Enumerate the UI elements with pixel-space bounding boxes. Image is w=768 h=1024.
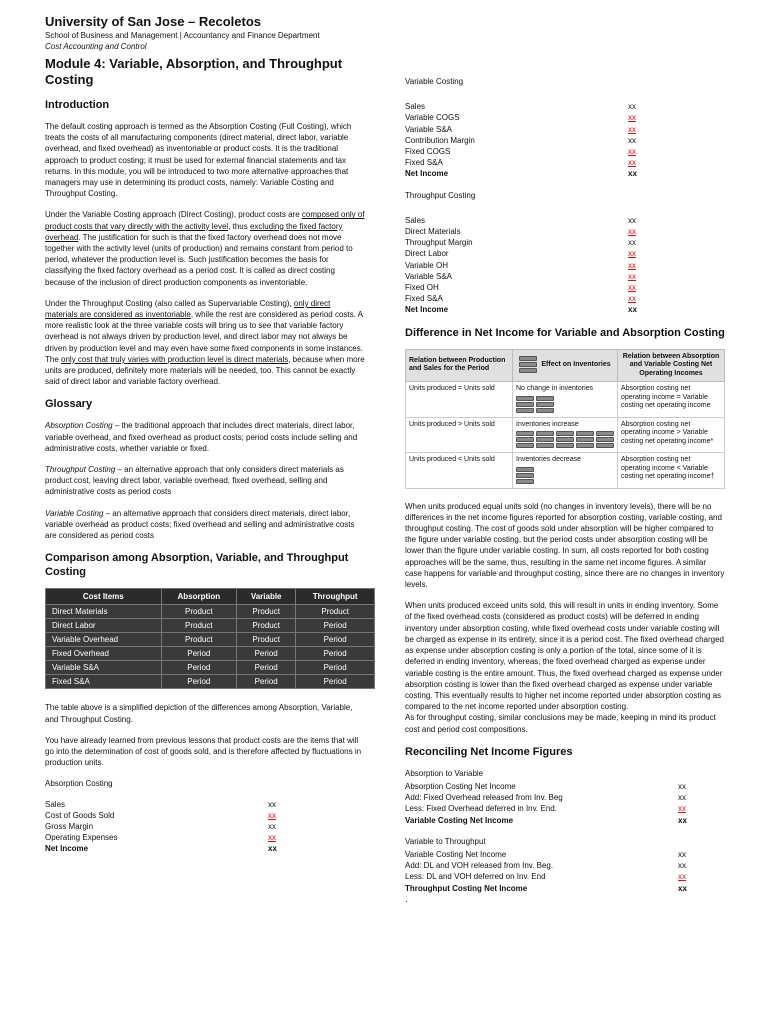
statement-row <box>405 248 640 259</box>
statement-value: xx <box>628 305 637 315</box>
comparison-note: The table above is a simplified depiction of the differences among Absorption, Variable, and Throughput Costing. <box>45 703 353 724</box>
statement-label: Fixed S&A <box>405 158 443 168</box>
classification-cell: Period <box>237 661 296 675</box>
statement-label: Direct Labor <box>405 249 449 259</box>
statement-row <box>405 124 640 135</box>
table-cell <box>618 453 725 489</box>
difference-table <box>405 349 725 489</box>
statement-row <box>405 282 640 293</box>
classification-cell: Product <box>161 633 236 647</box>
table-cell <box>513 453 618 489</box>
inventory-stack-icon <box>516 396 534 414</box>
statement-label: Contribution Margin <box>405 135 475 145</box>
glossary-definition: – an alternative approach that considers direct materials, direct labor, variable overhead as product costs; fixed overhead and selling and administrative costs are considered as period costs <box>45 508 355 541</box>
statement-row <box>405 860 690 871</box>
inventory-stack-icon <box>536 396 554 414</box>
right-column <box>405 76 725 905</box>
statement-label: Variable S&A <box>405 124 452 134</box>
statement-row <box>405 237 640 248</box>
underlined-text: excluding the fixed factory overhead <box>45 221 343 242</box>
statement-value: xx <box>678 781 686 791</box>
header-cell <box>516 356 614 374</box>
statement-value: xx <box>268 810 276 820</box>
module-title: Module 4: Variable, Absorption, and Throughput Costing <box>45 56 343 87</box>
inventory-stack-icon <box>516 467 534 485</box>
classification-cell: Product <box>237 605 296 619</box>
intro-paragraph-2 <box>45 209 365 287</box>
column-header-text: Relation between Production and Sales for the Period <box>409 356 506 373</box>
document-header <box>45 14 425 52</box>
glossary-definition: – the traditional approach that includes direct materials, direct labor, variable overhead, and fixed overhead as product costs; period costs include selling and administrative costs, whether variable or fixed. <box>45 421 358 453</box>
statement-label: Fixed COGS <box>405 147 451 157</box>
statement-value: xx <box>628 283 636 293</box>
statement-value: xx <box>628 169 637 179</box>
statement-row <box>45 843 280 854</box>
column-header: Absorption <box>161 589 236 605</box>
difference-paragraph-2: When units produced exceed units sold, this will result in units in ending inventory. Some of the fixed overhead costs (considered as product costs) will be deferred in ending inventory under absorption costing, while fixed overhead costs under variable costing will be charged as expense in its entirety, since it is a period cost. The fixed overhead charged as expense under absorption costing is only a portion of the total, since some of it is deferred in ending inventory, whereas, the fixed overhead charged as expense under variable costing is the entire amount. Thus, the fixed overhead charged as expense under absorption costing is lower than the fixed overhead charged as expense under variable costing. This eventually results to higher net income reported under absorption costing as compared to the net income reported under absorption costing. <box>405 601 724 712</box>
cost-item-cell: Variable Overhead <box>46 633 162 647</box>
glossary-definition: – an alternative approach that only considers direct materials as product cost, leaving direct labor, variable overhead, fixed overhead, selling and administrative costs as period costs <box>45 465 344 497</box>
inventory-stack-icon <box>516 431 534 449</box>
glossary-item <box>45 420 365 454</box>
statement-value: xx <box>628 238 636 248</box>
absorption-statement <box>45 799 280 855</box>
inventory-stack-icon <box>576 431 594 449</box>
statement-row <box>405 168 640 179</box>
text: . The justification for such is that the fixed factory overhead does not move together with the activity level (units of production) and remains constant from period to period, whatever the production level is. Such justification becomes the basis for classifying the fixed factory overhead as a period cost. It is called as direct costing because of the inclusion of direct production components as inventoriable. <box>45 232 353 287</box>
column-header <box>513 349 618 382</box>
column-header: Throughput <box>296 589 375 605</box>
cell-text: Absorption costing net operating income < Variable costing net operating income† <box>621 456 715 481</box>
statement-value: xx <box>628 135 636 145</box>
statement-label: Variable S&A <box>405 271 452 281</box>
statement-value: xx <box>678 815 687 825</box>
statement-value: xx <box>628 124 636 134</box>
statement-row <box>405 101 640 112</box>
table-row <box>406 417 725 453</box>
inventory-stack-icon <box>596 431 614 449</box>
table-row <box>46 675 375 689</box>
statement-label: Net Income <box>45 844 89 854</box>
statement-label: Sales <box>405 102 426 112</box>
statement-label: Variable OH <box>405 260 448 270</box>
table-row <box>46 661 375 675</box>
statement-value: xx <box>628 260 636 270</box>
statement-label: Add: DL and VOH released from Inv. Beg. <box>405 861 554 871</box>
classification-cell: Period <box>296 675 375 689</box>
classification-cell: Product <box>161 619 236 633</box>
statement-label: Sales <box>45 799 66 809</box>
underlined-text: composed only of product costs that vary directly with the activity level <box>45 210 365 231</box>
statement-row <box>45 821 280 832</box>
statement-label: Throughput Margin <box>405 238 473 248</box>
statement-row <box>405 871 690 882</box>
inventory-stack-icons <box>516 431 614 449</box>
glossary-item <box>45 508 365 542</box>
statement-row <box>405 849 690 860</box>
table-cell <box>406 382 513 418</box>
statement-label: Gross Margin <box>45 821 94 831</box>
cell-text: Inventories increase <box>516 420 579 428</box>
classification-cell: Period <box>296 661 375 675</box>
glossary-term: Absorption Costing <box>45 421 113 431</box>
statement-label: Fixed S&A <box>405 294 443 304</box>
cost-item-cell: Variable S&A <box>46 661 162 675</box>
classification-cell: Product <box>296 605 375 619</box>
classification-cell: Product <box>237 619 296 633</box>
statement-label: Variable COGS <box>405 113 460 123</box>
text: Under the Throughput Costing (also called as Supervariable Costing), <box>45 298 294 308</box>
cost-item-cell: Direct Materials <box>46 605 162 619</box>
statement-label: Less: DL and VOH deferred on Inv. End <box>405 872 546 882</box>
cell-text: Inventories decrease <box>516 456 581 464</box>
statement-value: xx <box>628 113 636 123</box>
statement-row <box>405 260 640 271</box>
course-line: Cost Accounting and Control <box>45 42 147 51</box>
classification-cell: Period <box>296 647 375 661</box>
table-row <box>46 647 375 661</box>
left-column <box>45 56 365 865</box>
statement-value: xx <box>268 833 276 843</box>
table-cell <box>618 417 725 453</box>
throughput-statement-title: Throughput Costing <box>405 190 476 200</box>
statement-label: Variable Costing Net Income <box>405 849 507 859</box>
difference-heading: Difference in Net Income for Variable and Absorption Costing <box>405 326 725 339</box>
statement-value: xx <box>268 799 276 809</box>
cell-text: Absorption costing net operating income = Variable costing net operating income <box>621 385 711 410</box>
statement-value: xx <box>268 844 277 854</box>
statement-value: xx <box>678 849 686 859</box>
statement-value: xx <box>628 102 636 112</box>
cell-text: Absorption costing net operating income > Variable costing net operating income* <box>621 420 714 445</box>
statement-value: xx <box>628 249 636 259</box>
statement-row <box>45 810 280 821</box>
text: , thus <box>228 221 250 231</box>
inventory-stack-icon <box>556 431 574 449</box>
abs-to-var-reconciliation <box>405 781 690 826</box>
classification-cell: Product <box>161 605 236 619</box>
statement-row <box>405 215 640 226</box>
cell-text: Units produced > Units sold <box>409 420 495 428</box>
table-cell <box>513 382 618 418</box>
variable-statement <box>405 101 640 179</box>
table-cell <box>618 382 725 418</box>
statement-value: xx <box>628 147 636 157</box>
glossary-term: Variable Costing <box>45 508 104 518</box>
statement-label: Throughput Costing Net Income <box>405 883 528 893</box>
column-header <box>406 349 513 382</box>
underlined-text: only cost that truly varies with production level is direct materials <box>61 354 289 364</box>
statement-value: xx <box>268 821 276 831</box>
column-header-text: Effect on Inventories <box>541 361 611 369</box>
table-cell <box>406 417 513 453</box>
comparison-table-body <box>46 605 375 689</box>
statement-row <box>405 112 640 123</box>
intro-heading: Introduction <box>45 99 110 111</box>
cell-text: No change in inventories <box>516 385 594 393</box>
classification-cell: Period <box>296 633 375 647</box>
statement-label: Variable Costing Net Income <box>405 815 514 825</box>
classification-cell: Period <box>161 661 236 675</box>
column-header: Cost Items <box>46 589 162 605</box>
reconcile-heading: Reconciling Net Income Figures <box>405 745 573 758</box>
inventory-stack-icon <box>536 431 554 449</box>
statement-row <box>405 157 640 168</box>
cost-item-cell: Direct Labor <box>46 619 162 633</box>
statement-row <box>405 135 640 146</box>
statement-label: Direct Materials <box>405 227 461 237</box>
glossary-heading: Glossary <box>45 398 93 411</box>
intro-paragraph-3 <box>45 298 365 388</box>
column-header-text: Relation between Absorption and Variable Costing Net Operating Incomes <box>622 352 720 377</box>
statement-value: xx <box>628 215 636 225</box>
statement-value: xx <box>678 861 686 871</box>
comparison-table <box>45 588 375 689</box>
statement-value: xx <box>678 793 686 803</box>
statement-value: xx <box>628 158 636 168</box>
statement-row <box>45 799 280 810</box>
statement-value: xx <box>628 294 636 304</box>
underlined-text: only direct materials are considered as inventoriable <box>45 298 331 320</box>
table-row <box>46 633 375 647</box>
intro-paragraph-1: The default costing approach is termed as the Absorption Costing (Full Costing), which treats the costs of all manufacturing components (direct material, direct labor, variable overhead, and fixed overhead) as inventoriable or product costs. It is the traditional approach to product costing; it must be used for external financial statements and tax returns. In this module, you will be introduced to two more alternative approaches that managers may use in determining its product costs, namely: Variable Costing and Throughput Costing. <box>45 122 352 199</box>
absorption-statement-title: Absorption Costing <box>45 779 113 789</box>
table-row <box>406 453 725 489</box>
statement-row <box>405 293 640 304</box>
var-to-thr-reconciliation <box>405 849 690 894</box>
cost-item-cell: Fixed S&A <box>46 675 162 689</box>
column-header <box>618 349 725 382</box>
classification-cell: Product <box>237 633 296 647</box>
statement-row <box>405 803 690 814</box>
statement-value: xx <box>678 872 686 882</box>
abs-to-var-title: Absorption to Variable <box>405 768 484 778</box>
throughput-statement <box>405 215 640 316</box>
statement-value: xx <box>628 271 636 281</box>
table-cell <box>513 417 618 453</box>
university-name: University of San Jose – Recoletos <box>45 14 262 29</box>
text: Under the Variable Costing approach (Direct Costing), product costs are <box>45 210 302 220</box>
statement-label: Net Income <box>405 169 449 179</box>
statement-label: Absorption Costing Net Income <box>405 781 516 791</box>
cell-text: Units produced = Units sold <box>409 385 495 393</box>
difference-table-body <box>406 382 725 489</box>
statement-label: Net Income <box>405 305 449 315</box>
classification-cell: Period <box>161 647 236 661</box>
inventory-stack-icons <box>516 396 614 414</box>
statement-row <box>405 146 640 157</box>
comparison-note: You have already learned from previous lessons that product costs are the items that will go into the determination of cost of goods sold, and is therefore affected by fluctuations in production units. <box>45 735 362 768</box>
statement-label: Sales <box>405 215 426 225</box>
statement-row <box>405 304 640 315</box>
cell-text: Units produced < Units sold <box>409 456 495 464</box>
statement-row <box>405 271 640 282</box>
text: , while the rest are considered as period costs. A more realistic look at the three variable costs will bring us to see that variable factory overhead is not always driven by production level, and direct labor may not always be driven by production level and may even have some fixed components in some instances. The <box>45 310 363 364</box>
inventory-stack-icons <box>516 467 614 485</box>
table-row <box>46 605 375 619</box>
var-to-thr-title: Variable to Throughput <box>405 836 486 846</box>
variable-statement-title: Variable Costing <box>405 77 464 86</box>
statement-row <box>405 815 690 826</box>
table-cell <box>406 453 513 489</box>
statement-label: Operating Expenses <box>45 833 118 843</box>
statement-label: Cost of Goods Sold <box>45 810 115 820</box>
cost-item-cell: Fixed Overhead <box>46 647 162 661</box>
table-row <box>46 619 375 633</box>
glossary-term: Throughput Costing <box>45 465 116 475</box>
classification-cell: Period <box>161 675 236 689</box>
statement-row <box>405 883 690 894</box>
statement-row <box>45 832 280 843</box>
statement-value: xx <box>628 227 636 237</box>
statement-label: Less: Fixed Overhead deferred in Inv. End. <box>405 804 557 814</box>
difference-paragraph-1: When units produced equal units sold (no changes in inventory levels), there will be no differences in the net income figures reported for absorption costing, variable costing, and throughput costing. The cost of goods sold under absorption will be higher compared to the figure under variable costing, but the period costs under absorption costing will be lower than the figure under variable costing. In sum, all costs reported for both costing approaches will be the same, thus, resulting in the same net income figures. A similar case happens for variable and throughput costing, since there are no changes in inventory levels. <box>405 501 725 590</box>
statement-value: xx <box>678 804 686 814</box>
statement-row <box>405 781 690 792</box>
table-row <box>406 382 725 418</box>
statement-label: Fixed OH <box>405 283 439 293</box>
classification-cell: Period <box>237 647 296 661</box>
classification-cell: Period <box>296 619 375 633</box>
school-line: School of Business and Management | Accountancy and Finance Department <box>45 31 320 40</box>
text: , because when more units are produced, definitely more materials will be needed, too. This cannot be exactly said of direct labor and variable factory overhead. <box>45 354 365 387</box>
glossary-item <box>45 464 365 498</box>
inventory-stack-icon <box>519 356 537 374</box>
comparison-heading: Comparison among Absorption, Variable, and Throughput Costing <box>45 552 349 579</box>
statement-value: xx <box>678 883 687 893</box>
statement-row <box>405 226 640 237</box>
statement-label: Add: Fixed Overhead released from Inv. Beg <box>405 793 563 803</box>
column-header: Variable <box>237 589 296 605</box>
trailing-mark: . <box>405 893 408 905</box>
statement-row <box>405 792 690 803</box>
classification-cell: Period <box>237 675 296 689</box>
difference-paragraph-3: As for throughput costing, similar conclusions may be made, keeping in mind its product cost and period cost compositions. <box>405 713 716 734</box>
